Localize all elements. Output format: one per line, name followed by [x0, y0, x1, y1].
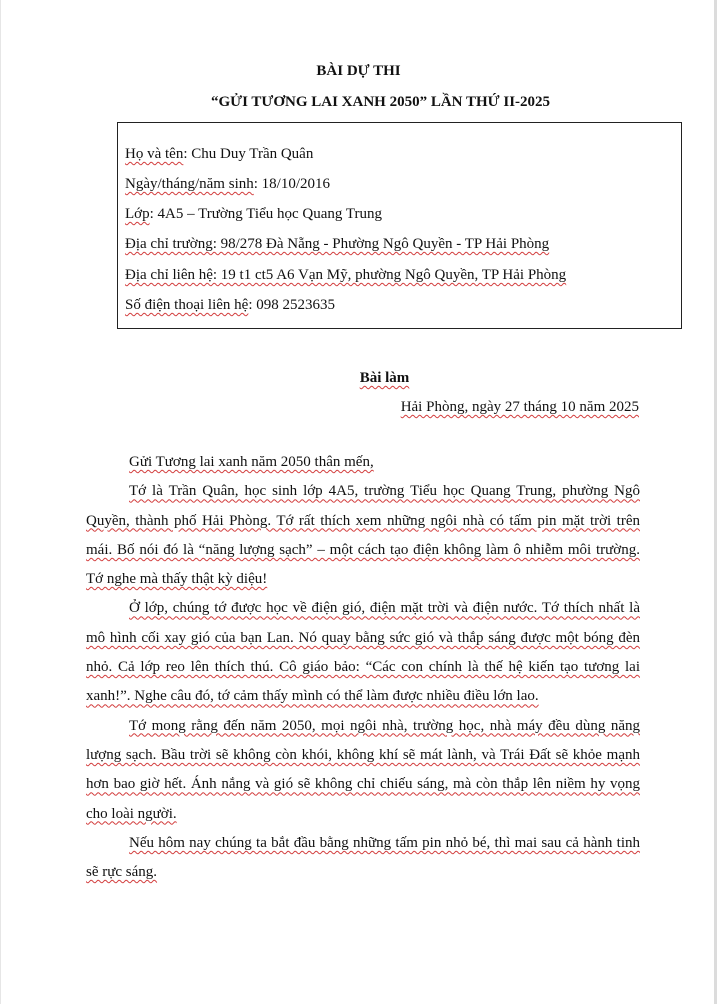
- dob-value: : 18/10/2016: [253, 176, 330, 192]
- essay-paragraph: Ở lớp, chúng tớ được học về điện gió, điện mặt trời và điện nước. Tớ thích nhất là mô hình cối xay gió của bạn Lan. Nó quay bằng sức gió và thắp sáng được một bóng đèn nhỏ. Cả lớp reo lên thích thú. Cô giáo bảo: “Các con chính là thế hệ kiến tạo tương lai xanh!”. Nghe câu đó, tớ cảm thấy mình có thể làm được nhiều điều lớn lao.: [86, 600, 640, 705]
- essay-paragraph: Tớ là Trần Quân, học sinh lớp 4A5, trường Tiểu học Quang Trung, phường Ngô Quyền, thành phố Hải Phòng. Tớ rất thích xem những ngôi nhà có tấm pin mặt trời trên mái. Bố nói đó là “năng lượng sạch” – một cách tạo điện không làm ô nhiễm môi trường. Tớ nghe mà thấy thật kỳ diệu!: [86, 483, 640, 588]
- info-dob-row: [125, 174, 330, 194]
- essay-heading: [0, 368, 717, 388]
- essay-paragraph: Nếu hôm nay chúng ta bắt đầu bằng những tấm pin nhỏ bé, thì mai sau cả hành tinh sẽ rực sáng.: [86, 834, 640, 881]
- essay-paragraph: Tớ mong rằng đến năm 2050, mọi ngôi nhà, trường học, nhà máy đều dùng năng lượng sạch. Bầu trời sẽ không còn khói, không khí sẽ mát lành, và Trái Đất sẽ khỏe mạnh hơn bao giờ hết. Ánh nắng và gió sẽ không chỉ chiếu sáng, mà còn thắp lên niềm hy vọng cho loài người.: [86, 717, 640, 822]
- contest-name: “GỬI TƯƠNG LAI XANH 2050” LẦN THỨ II-2025: [210, 94, 551, 110]
- phone-value: : 098 2523635: [248, 297, 335, 313]
- class-value: : 4A5 – Trường Tiểu học Quang Trung: [149, 206, 382, 222]
- info-name-row: [125, 144, 313, 164]
- student-info-box: [117, 122, 682, 329]
- essay-heading-text: Bài làm: [359, 370, 410, 386]
- essay-date-line: Hải Phòng, ngày 27 tháng 10 năm 2025: [400, 399, 639, 415]
- info-phone-row: [125, 295, 335, 315]
- essay-body: [86, 448, 640, 887]
- document-title: BÀI DỰ THI: [316, 63, 401, 79]
- essay-greeting: Gửi Tương lai xanh năm 2050 thân mến,: [129, 454, 374, 470]
- info-class-row: [125, 204, 382, 224]
- contact-address: Địa chỉ liên hệ: 19 t1 ct5 A6 Vạn Mỹ, phường Ngô Quyền, TP Hải Phòng: [125, 267, 567, 283]
- name-value: : Chu Duy Trần Quân: [183, 146, 314, 162]
- name-label: Họ và tên: [125, 146, 184, 162]
- dob-label: Ngày/tháng/năm sinh: [125, 176, 254, 192]
- phone-label: Số điện thoại liên hệ: [125, 297, 249, 313]
- school-address: Địa chỉ trường: 98/278 Đà Nẵng - Phường Ngô Quyền - TP Hải Phòng: [125, 236, 550, 252]
- page-left-edge: [0, 0, 1, 1004]
- class-label: Lớp: [125, 206, 150, 222]
